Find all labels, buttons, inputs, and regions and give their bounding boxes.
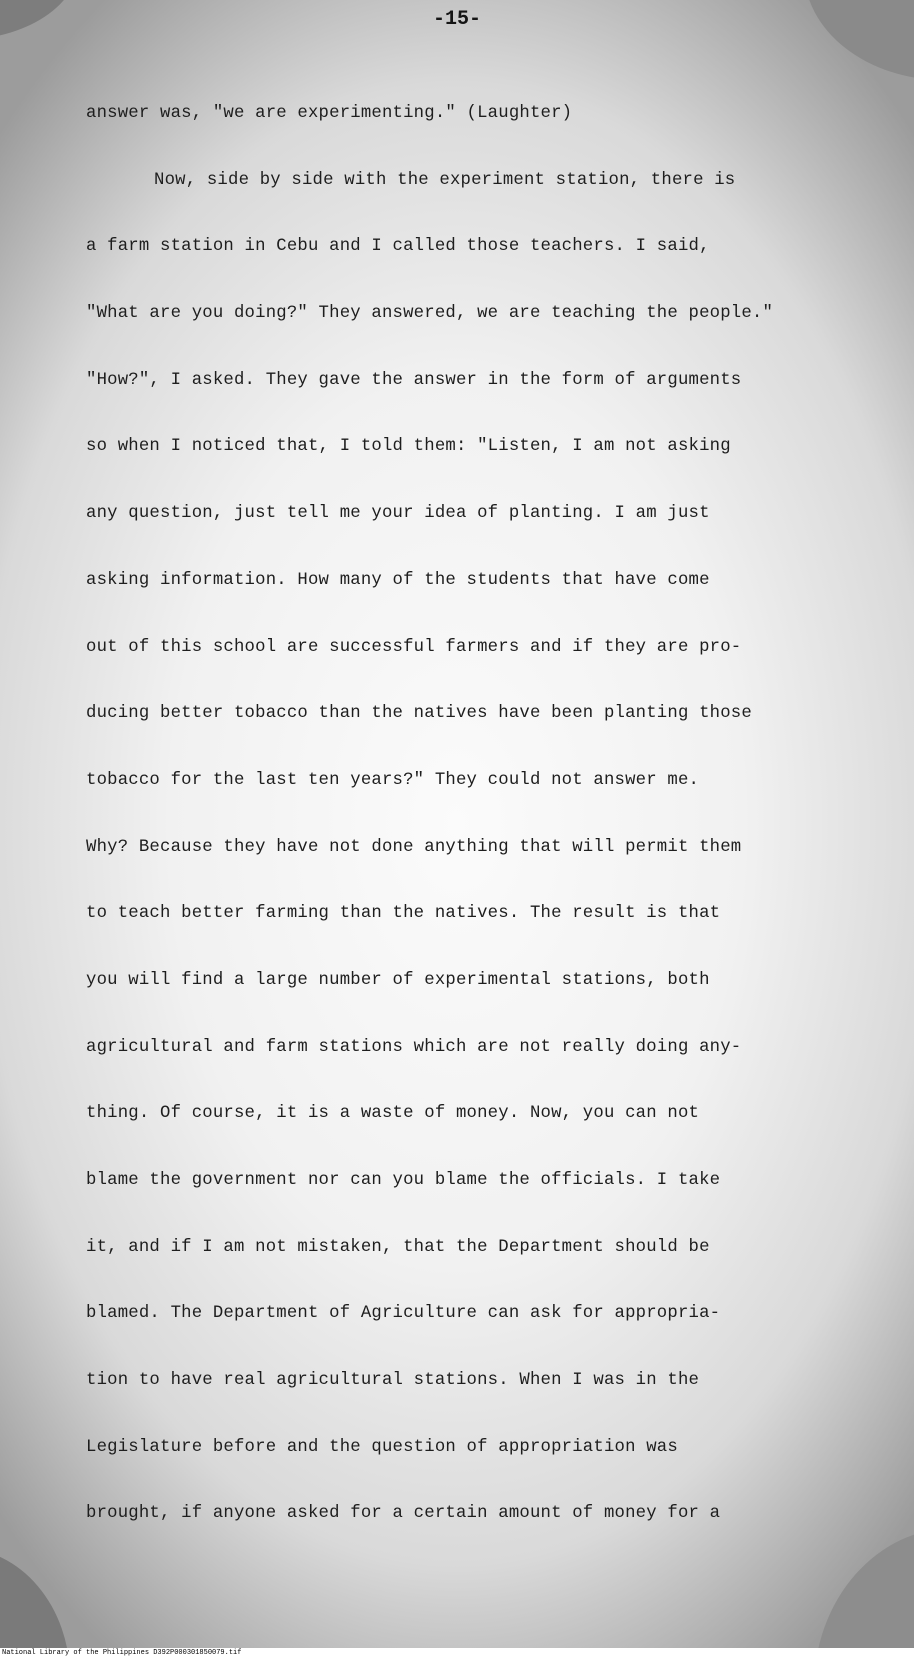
typed-text-body bbox=[86, 102, 866, 1569]
text-line: Why? Because they have not done anything that will permit them bbox=[86, 837, 742, 857]
text-line: ducing better tobacco than the natives have been planting those bbox=[86, 704, 752, 724]
text-line: thing. Of course, it is a waste of money. Now, you can not bbox=[86, 1104, 700, 1124]
text-line: you will find a large number of experimental stations, both bbox=[86, 970, 710, 990]
text-line: blame the government nor can you blame the officials. I take bbox=[86, 1171, 721, 1190]
text-line: a farm station in Cebu and I called those teachers. I said, bbox=[86, 237, 710, 257]
page-number: -15- bbox=[432, 8, 481, 31]
text-line: answer was, "we are experimenting." (Laughter) bbox=[86, 104, 573, 123]
text-line: to teach better farming than the natives. The result is that bbox=[86, 904, 721, 924]
text-line: it, and if I am not mistaken, that the Department should be bbox=[86, 1237, 710, 1257]
text-line: asking information. How many of the students that have come bbox=[86, 570, 710, 590]
text-line: Legislature before and the question of appropriation was bbox=[86, 1437, 678, 1457]
text-line: "How?", I asked. They gave the answer in the form of arguments bbox=[86, 370, 742, 390]
page-corner-shadow bbox=[0, 1548, 70, 1648]
text-line: blamed. The Department of Agriculture can ask for appropria- bbox=[86, 1304, 721, 1324]
text-line: agricultural and farm stations which are not really doing any- bbox=[86, 1037, 742, 1057]
text-line: brought, if anyone asked for a certain amount of money for a bbox=[86, 1504, 721, 1524]
text-line: "What are you doing?" They answered, we are teaching the people." bbox=[86, 304, 774, 324]
text-line: tobacco for the last ten years?" They could not answer me. bbox=[86, 770, 700, 790]
text-line: so when I noticed that, I told them: "Listen, I am not asking bbox=[86, 437, 731, 457]
text-line: Now, side by side with the experiment station, there is bbox=[154, 170, 736, 190]
archive-footer: National Library of the Philippines D392P000301850079.tif bbox=[0, 1648, 914, 1658]
text-line: any question, just tell me your idea of planting. I am just bbox=[86, 504, 710, 524]
text-line: tion to have real agricultural stations. When I was in the bbox=[86, 1371, 700, 1391]
text-line: out of this school are successful farmers and if they are pro- bbox=[86, 637, 742, 657]
